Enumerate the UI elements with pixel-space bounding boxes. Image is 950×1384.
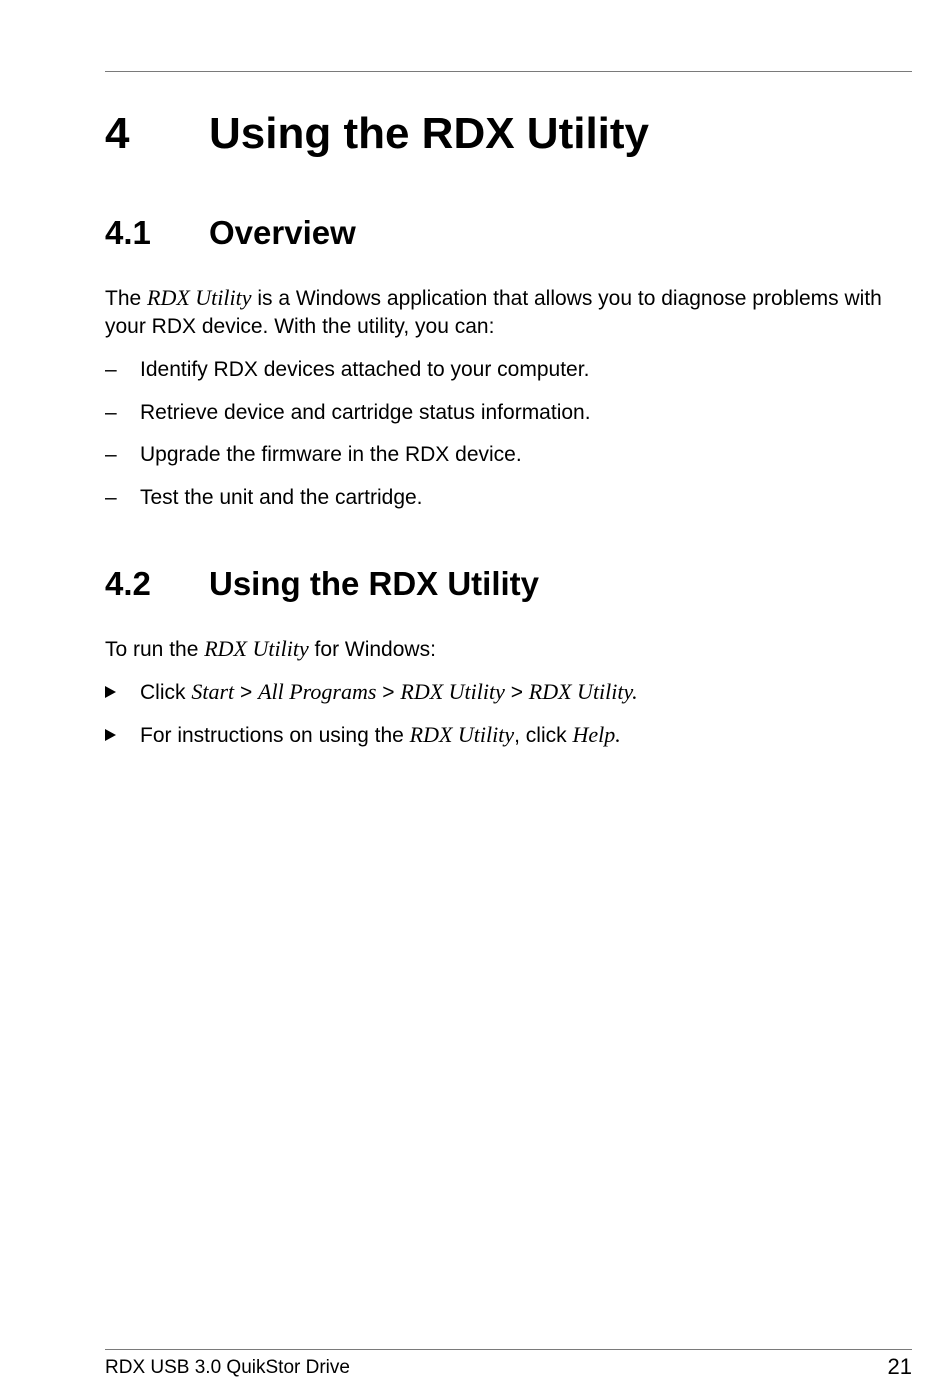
section-title: Using the RDX Utility bbox=[209, 565, 540, 602]
chapter-number: 4 bbox=[105, 109, 130, 158]
step-end: . bbox=[615, 722, 621, 747]
app-name-italic: RDX Utility bbox=[147, 285, 252, 310]
menu-rdx-folder: RDX Utility bbox=[400, 679, 505, 704]
step-end: . bbox=[632, 679, 638, 704]
page-number: 21 bbox=[887, 1354, 912, 1379]
list-item-text: Retrieve device and cartridge status information. bbox=[140, 401, 591, 424]
overview-intro-paragraph bbox=[105, 284, 912, 341]
dash-marker: – bbox=[105, 401, 117, 424]
section-heading-overview bbox=[105, 213, 356, 253]
menu-all-programs: All Programs bbox=[258, 679, 377, 704]
step-text-part: For instructions on using the bbox=[140, 724, 410, 747]
section-title: Overview bbox=[209, 214, 356, 251]
run-text: To run the bbox=[105, 638, 205, 661]
app-name-italic: RDX Utility bbox=[409, 722, 515, 747]
menu-rdx-app: RDX Utility bbox=[528, 679, 633, 704]
menu-start: Start bbox=[191, 679, 235, 704]
arrow-bullet-icon bbox=[105, 678, 129, 706]
step-text bbox=[140, 721, 621, 750]
step-text bbox=[140, 678, 638, 707]
footer-product-name: RDX USB 3.0 QuikStor Drive bbox=[105, 1357, 350, 1378]
menu-separator: > bbox=[504, 681, 529, 704]
run-intro-paragraph bbox=[105, 635, 912, 664]
dash-marker: – bbox=[105, 443, 117, 466]
chapter-title: Using the RDX Utility bbox=[209, 109, 650, 158]
list-item-text: Test the unit and the cartridge. bbox=[140, 486, 423, 509]
section-number: 4.1 bbox=[105, 214, 151, 251]
header-rule bbox=[105, 71, 912, 72]
menu-separator: > bbox=[376, 681, 401, 704]
dash-marker: – bbox=[105, 486, 117, 509]
chapter-heading bbox=[105, 106, 649, 162]
intro-text: The bbox=[105, 287, 148, 310]
section-number: 4.2 bbox=[105, 565, 151, 602]
step-text-part: , click bbox=[514, 724, 573, 747]
list-item-text: Identify RDX devices attached to your computer. bbox=[140, 358, 590, 381]
intro-text-rest: is a Windows application that allows you to diagnose problems with your RDX device. With the utility, you can: bbox=[105, 287, 882, 338]
help-label: Help bbox=[572, 722, 616, 747]
app-name-italic: RDX Utility bbox=[204, 636, 309, 661]
step-text-part: Click bbox=[140, 681, 192, 704]
footer-rule bbox=[105, 1349, 912, 1350]
menu-separator: > bbox=[234, 681, 259, 704]
dash-marker: – bbox=[105, 358, 117, 381]
arrow-bullet-icon bbox=[105, 721, 129, 749]
run-text-rest: for Windows: bbox=[308, 638, 436, 661]
section-heading-using bbox=[105, 564, 539, 604]
list-item-text: Upgrade the firmware in the RDX device. bbox=[140, 443, 522, 466]
